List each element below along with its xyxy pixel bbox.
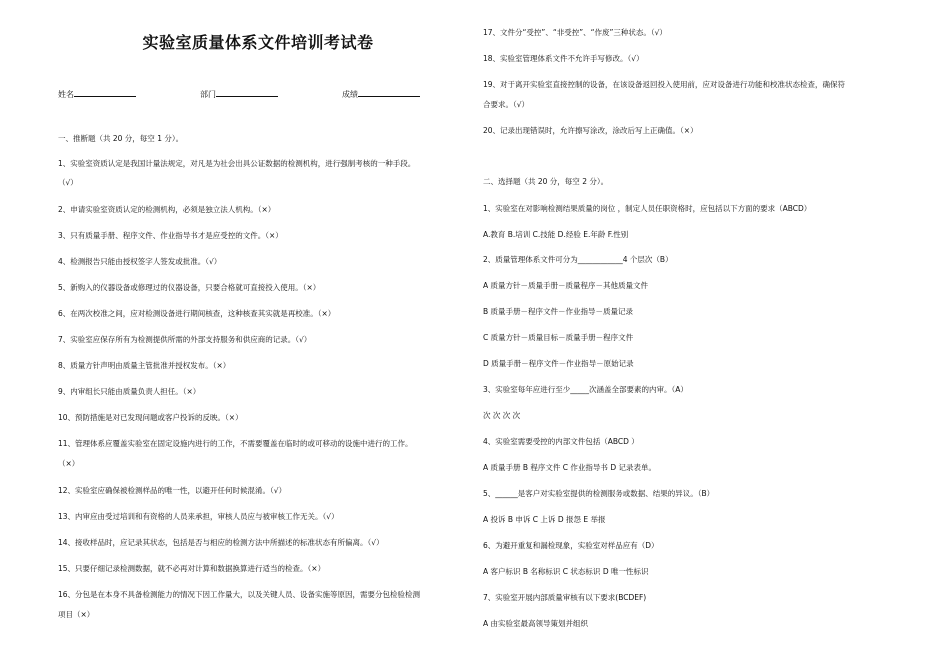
exam-title: 实验室质量体系文件培训考试卷 [142, 33, 374, 52]
name-field [58, 88, 136, 100]
question-line: 11、管理体系应覆盖实验室在固定设施内进行的工作，不需要覆盖在临时的或可移动的设施中进行的工作。 [58, 439, 413, 448]
question-line: 9、内审组长只能由质量负责人担任。（×） [58, 387, 201, 396]
question-line: 17、文件分“受控”、“非受控”、“作废”三种状态。（√） [483, 28, 667, 37]
question-line: A.教育 B.培训 C.技能 D.经验 E.年龄 F.性别 [483, 230, 629, 239]
question-line: A 投诉 B 申诉 C 上诉 D 报怨 E 举报 [483, 515, 606, 524]
question-line: A 由实验室最高领导策划并组织 [483, 619, 589, 628]
question-line: 2、申请实验室资质认定的检测机构，必须是独立法人机构。（×） [58, 205, 276, 214]
question-line: A 质量方针－质量手册－质量程序－其他质量文件 [483, 281, 649, 290]
question-line: A 客户标识 B 名称标识 C 状态标识 D 唯一性标识 [483, 567, 649, 576]
question-line: 二、选择题（共 20 分，每空 2 分）。 [483, 177, 609, 186]
question-line: 16、分包是在本身不具备检测能力的情况下因工作量大，以及关键人员、设备实施等原因，需要分包检验检测 [58, 590, 421, 599]
question-line: 1、实验室在对影响检测结果质量的岗位 ，制定人员任职资格时，应包括以下方面的要求（ABCD） [483, 204, 812, 213]
question-line: 1、实验室资质认定是我国计量法规定，对凡是为社会出具公证数据的检测机构，进行强制考核的一种手段。 [58, 159, 416, 168]
question-line: 3、实验室每年应进行至少_____次涵盖全部要素的内审。（A） [483, 385, 688, 394]
score-blank [358, 88, 420, 97]
dept-blank [216, 88, 278, 97]
question-line: 合要求。（√） [483, 100, 530, 109]
question-line: 7、实验室开展内部质量审核有以下要求(BCDEF) [483, 593, 647, 602]
question-line: 次 次 次 次 [483, 411, 521, 420]
question-line: （×） [58, 459, 80, 468]
score-label: 成绩 [342, 90, 358, 99]
question-line: 项目（×） [58, 610, 95, 619]
dept-field [200, 88, 278, 100]
question-line: 6、在两次校准之间，应对检测设备进行期间核查，这种核查其实就是再校准。（×） [58, 309, 336, 318]
question-line: 4、检测报告只能由授权签字人签发或批准。（√） [58, 257, 222, 266]
question-line: （√） [58, 178, 78, 187]
question-line: A 质量手册 B 程序文件 C 作业指导书 D 记录表单。 [483, 463, 656, 472]
question-line: B 质量手册－程序文件－作业指导－质量记录 [483, 307, 634, 316]
question-line: 6、为避开重复和漏检现象，实验室对样品应有（D） [483, 541, 659, 550]
question-line: D 质量手册－程序文件－作业指导－原始记录 [483, 359, 634, 368]
question-line: 10、预防措施是对已发现问题或客户投诉的反映。（×） [58, 413, 243, 422]
question-line: 19、对于离开实验室直接控制的设备，在该设备返回投入使用前，应对设备进行功能和校准状态检查，确保符 [483, 80, 846, 89]
question-line: 20、记录出现错误时，允许擦写涂改，涂改后写上正确值。（×） [483, 126, 698, 135]
question-line: 2、质量管理体系文件可分为____________4 个层次（B） [483, 255, 673, 264]
question-line: 7、实验室应保存所有为检测提供所需的外部支持服务和供应商的记录。（√） [58, 335, 312, 344]
question-line: 12、实验室应确保被检测样品的唯一性，以避开任何时候混淆。（√） [58, 486, 287, 495]
question-line: 4、实验室需要受控的内部文件包括（ABCD ） [483, 437, 639, 446]
question-line: 18、实验室管理体系文件不允许手写修改。（√） [483, 54, 644, 63]
name-label: 姓名 [58, 90, 74, 99]
question-line: 8、质量方针声明由质量主管批准并授权发布。（×） [58, 361, 231, 370]
question-line: 14、接收样品时，应记录其状态，包括是否与相应的检测方法中所描述的标准状态有所偏离。（√） [58, 538, 384, 547]
question-line: C 质量方针－质量目标－质量手册－程序文件 [483, 333, 634, 342]
question-line: 5、______是客户对实验室提供的检测服务或数据、结果的异议。（B） [483, 489, 715, 498]
question-line: 5、新购入的仪器设备或修理过的仪器设备，只要合格就可直接投入使用。（×） [58, 283, 321, 292]
name-blank [74, 88, 136, 97]
question-line: 13、内审应由受过培训和有资格的人员来承担，审核人员应与被审核工作无关。（√） [58, 512, 339, 521]
dept-label: 部门 [200, 90, 216, 99]
question-line: 15、只要仔细记录检测数据，就不必再对计算和数据换算进行适当的检查。（×） [58, 564, 326, 573]
question-line: 一、推断题（共 20 分，每空 1 分）。 [58, 134, 184, 143]
question-line: 3、只有质量手册、程序文件、作业指导书才是应受控的文件。（×） [58, 231, 283, 240]
score-field [342, 88, 420, 100]
